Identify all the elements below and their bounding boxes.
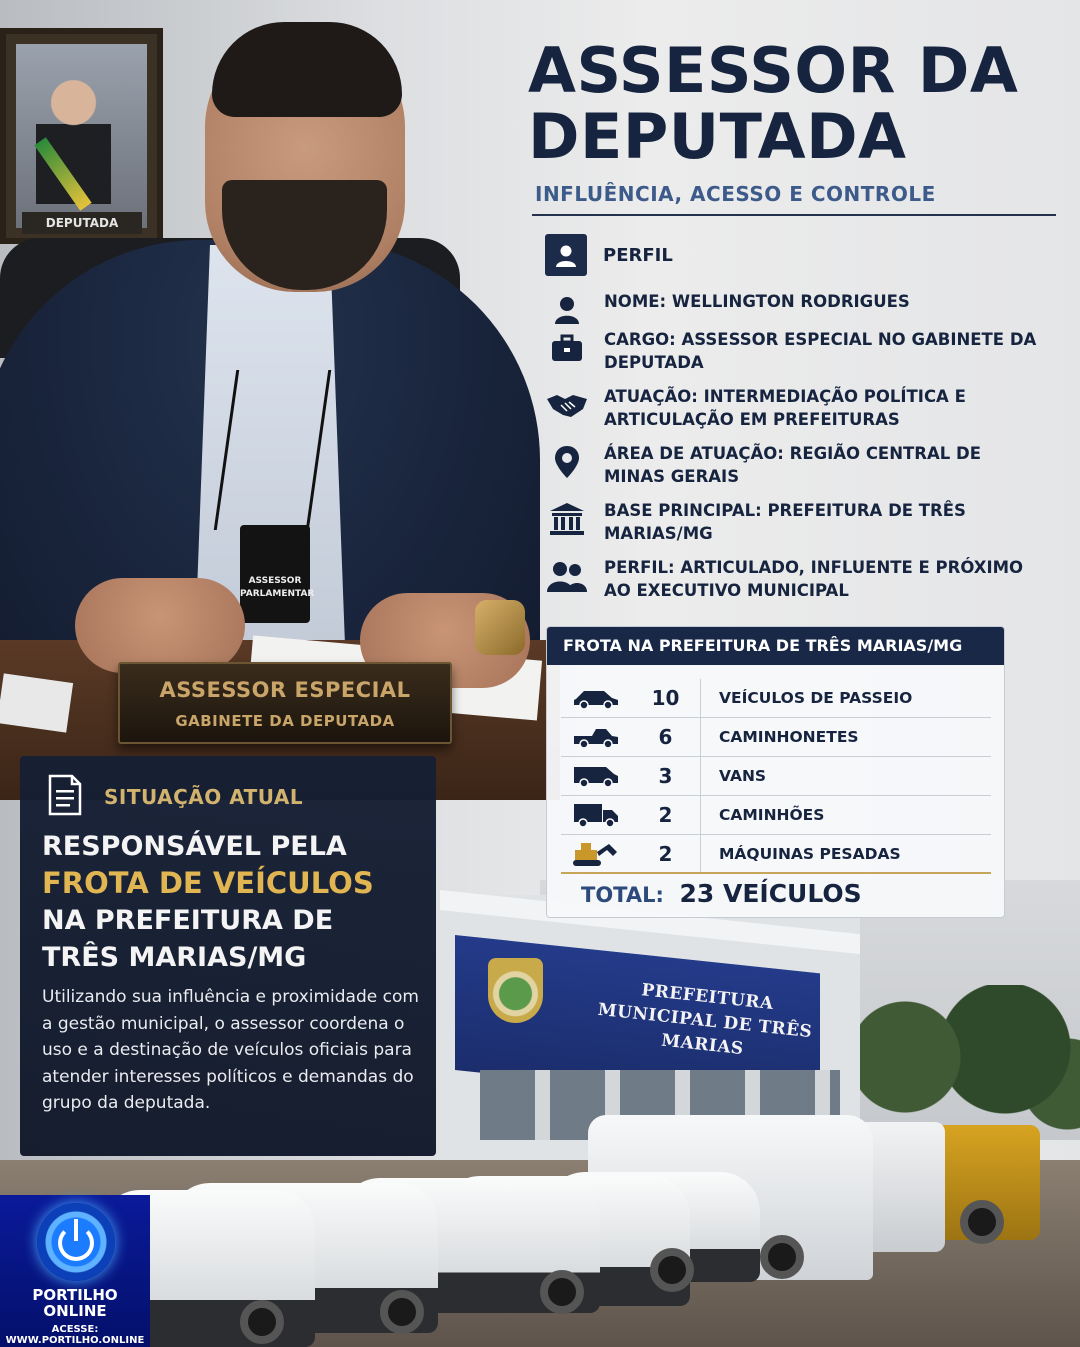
profile-item-role (545, 328, 1065, 374)
fleet-rows (561, 679, 991, 874)
fleet-total-label: TOTAL: (581, 883, 664, 907)
fleet-label: VEÍCULOS DE PASSEIO (719, 689, 913, 707)
status-heading-label: SITUAÇÃO ATUAL (104, 785, 304, 809)
portrait-label: DEPUTADA (22, 212, 142, 234)
profile-heading (545, 234, 673, 276)
fleet-count: 3 (631, 757, 701, 795)
profile-item-name (545, 290, 1065, 330)
city-crest-icon (488, 958, 543, 1023)
logo-name: PORTILHO ONLINE (32, 1286, 118, 1320)
page-title: ASSESSOR DA DEPUTADA (528, 34, 1019, 173)
profile-item-area (545, 442, 1065, 488)
profile-item-text: BASE PRINCIPAL: PREFEITURA DE TRÊS MARIAS/MG (604, 501, 966, 543)
desk-nameplate (118, 662, 452, 744)
logo-url: ACESSE: WWW.PORTILHO.ONLINE (5, 1324, 145, 1346)
table-row (561, 835, 991, 874)
fleet-count: 2 (631, 835, 701, 872)
status-body: Utilizando sua influência e proximidade com a gestão municipal, o assessor coordena o uso e a destinação de veículos oficiais para atender interesses políticos e demandas do grupo da deputada. (42, 987, 419, 1113)
id-badge (240, 525, 315, 623)
fleet-label: MÁQUINAS PESADAS (719, 844, 901, 863)
table-row (561, 679, 991, 718)
wheel (380, 1290, 424, 1334)
fleet-total-value: 23 VEÍCULOS (679, 879, 862, 908)
portilho-logo (0, 1195, 150, 1347)
profile-item-text: CARGO: ASSESSOR ESPECIAL NO GABINETE DA DEPUTADA (604, 330, 1037, 372)
excavator-icon (561, 840, 631, 868)
left-hand (75, 578, 245, 673)
wheel (960, 1200, 1004, 1244)
table-row (561, 718, 991, 757)
location-pin-icon (545, 442, 589, 482)
profile-heading-label: PERFIL (603, 244, 673, 266)
nameplate-line2: GABINETE DA DEPUTADA (175, 712, 395, 730)
van-icon (561, 764, 631, 788)
truck-icon (561, 802, 631, 828)
id-badge-text: ASSESSOR PARLAMENTAR (240, 576, 315, 599)
fleet-count: 2 (631, 796, 701, 834)
status-title (42, 828, 432, 976)
document-icon (48, 774, 82, 820)
wristwatch (475, 600, 525, 655)
profile-item-activity (545, 385, 1065, 431)
handshake-icon (545, 385, 589, 425)
profile-item-text: NOME: WELLINGTON RODRIGUES (604, 292, 910, 311)
fleet-table (546, 626, 1005, 918)
profile-item-base (545, 499, 1065, 545)
person-icon (545, 290, 589, 330)
profile-item-profile (545, 556, 1065, 602)
profile-item-text: PERFIL: ARTICULADO, INFLUENTE E PRÓXIMO AO EXECUTIVO MUNICIPAL (604, 558, 1024, 600)
briefcase-icon (545, 328, 589, 368)
pickup-icon (561, 726, 631, 748)
status-heading (48, 774, 303, 820)
wheel (240, 1300, 284, 1344)
group-icon (545, 556, 589, 596)
fleet-count: 10 (631, 679, 701, 717)
fleet-heading: FROTA NA PREFEITURA DE TRÊS MARIAS/MG (547, 627, 1004, 665)
status-panel (20, 756, 436, 1156)
building-sign: PREFEITURA MUNICIPAL DE TRÊS MARIAS (596, 980, 814, 1060)
fleet-label: CAMINHÕES (719, 806, 825, 824)
title-divider (532, 214, 1056, 216)
profile-item-text: ÁREA DE ATUAÇÃO: REGIÃO CENTRAL DE MINAS GERAIS (604, 444, 981, 486)
power-icon-bar (74, 1219, 78, 1241)
wheel (650, 1248, 694, 1292)
wheel (760, 1235, 804, 1279)
fleet-total (581, 879, 862, 908)
fleet-label: CAMINHONETES (719, 728, 859, 746)
car-icon (561, 687, 631, 709)
wheel (540, 1270, 584, 1314)
government-building-icon (545, 499, 589, 539)
nameplate-line1: ASSESSOR ESPECIAL (159, 678, 411, 702)
man-hair (212, 22, 402, 117)
fleet-count: 6 (631, 718, 701, 756)
fleet-label: VANS (719, 767, 767, 785)
status-title-line1: RESPONSÁVEL PELA (42, 831, 347, 862)
status-title-line4: TRÊS MARIAS/MG (42, 942, 307, 973)
user-square-icon (545, 234, 587, 276)
page-subtitle: INFLUÊNCIA, ACESSO E CONTROLE (535, 182, 936, 206)
desk-notebook (0, 673, 73, 732)
status-title-line3: NA PREFEITURA DE (42, 905, 334, 936)
table-row (561, 796, 991, 835)
portrait-frame (0, 28, 163, 244)
table-row (561, 757, 991, 796)
profile-item-text: ATUAÇÃO: INTERMEDIAÇÃO POLÍTICA E ARTICULAÇÃO EM PREFEITURAS (604, 387, 966, 429)
status-title-highlight: FROTA DE VEÍCULOS (42, 866, 374, 900)
